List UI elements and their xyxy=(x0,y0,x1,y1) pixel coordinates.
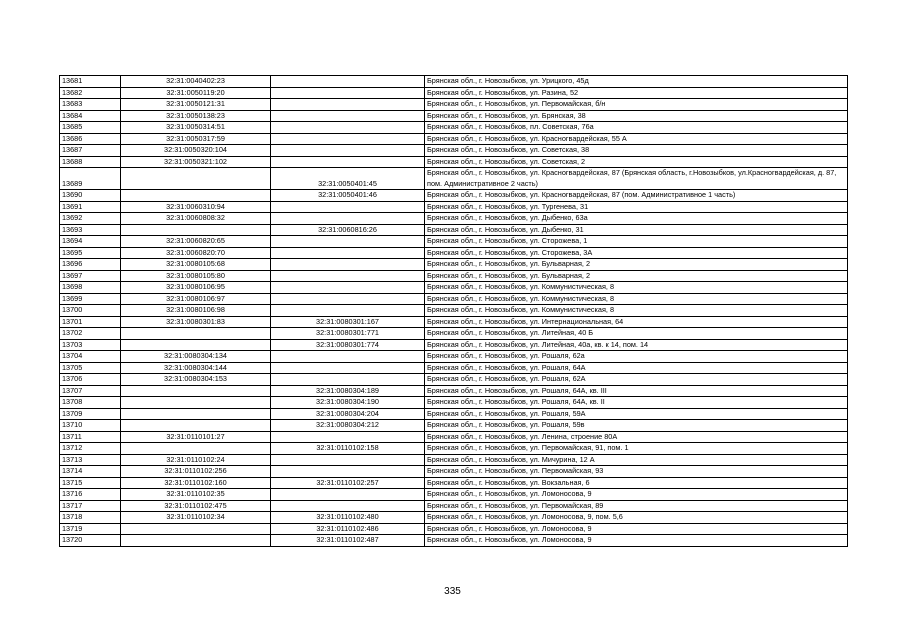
cadastral-number-cell: 32:31:0080304:134 xyxy=(121,351,271,363)
table-row xyxy=(60,305,848,317)
address-cell: Брянская обл., г. Новозыбков, ул. Мичурина, 12 А xyxy=(425,454,848,466)
row-number-cell: 13718 xyxy=(60,512,121,524)
cadastral-number-cell: 32:31:0050321:102 xyxy=(121,156,271,168)
building-cadastral-number-cell xyxy=(271,259,425,271)
building-cadastral-number-cell: 32:31:0080304:189 xyxy=(271,385,425,397)
cadastral-number-cell: 32:31:0080304:144 xyxy=(121,362,271,374)
row-number-cell: 13711 xyxy=(60,431,121,443)
row-number-cell: 13716 xyxy=(60,489,121,501)
table-row xyxy=(60,236,848,248)
building-cadastral-number-cell: 32:31:0050401:46 xyxy=(271,190,425,202)
cadastral-number-cell: 32:31:0110102:34 xyxy=(121,512,271,524)
row-number-cell: 13709 xyxy=(60,408,121,420)
table-row xyxy=(60,477,848,489)
building-cadastral-number-cell: 32:31:0110102:257 xyxy=(271,477,425,489)
table-row xyxy=(60,523,848,535)
address-cell: Брянская обл., г. Новозыбков, ул. Бульварная, 2 xyxy=(425,259,848,271)
cadastral-number-cell: 32:31:0060310:94 xyxy=(121,201,271,213)
row-number-cell: 13691 xyxy=(60,201,121,213)
table-row xyxy=(60,76,848,88)
table-row xyxy=(60,385,848,397)
address-cell: Брянская обл., г. Новозыбков, ул. Тургенева, 31 xyxy=(425,201,848,213)
building-cadastral-number-cell xyxy=(271,145,425,157)
address-cell: Брянская обл., г. Новозыбков, ул. Коммунистическая, 8 xyxy=(425,282,848,294)
table-row xyxy=(60,247,848,259)
table-row xyxy=(60,145,848,157)
table-row xyxy=(60,512,848,524)
table-row xyxy=(60,110,848,122)
table-row xyxy=(60,213,848,225)
building-cadastral-number-cell xyxy=(271,489,425,501)
table-row xyxy=(60,168,848,190)
address-cell: Брянская обл., г. Новозыбков, ул. Рошаля, 62а xyxy=(425,351,848,363)
row-number-cell: 13703 xyxy=(60,339,121,351)
table-row xyxy=(60,282,848,294)
cadastral-number-cell: 32:31:0110102:475 xyxy=(121,500,271,512)
table-row xyxy=(60,133,848,145)
row-number-cell: 13688 xyxy=(60,156,121,168)
cadastral-number-cell: 32:31:0050314:51 xyxy=(121,122,271,134)
building-cadastral-number-cell xyxy=(271,293,425,305)
building-cadastral-number-cell: 32:31:0080304:190 xyxy=(271,397,425,409)
table-row xyxy=(60,420,848,432)
registry-table xyxy=(59,75,848,547)
building-cadastral-number-cell xyxy=(271,362,425,374)
row-number-cell: 13685 xyxy=(60,122,121,134)
row-number-cell: 13714 xyxy=(60,466,121,478)
building-cadastral-number-cell xyxy=(271,305,425,317)
address-cell: Брянская обл., г. Новозыбков, ул. Первомайская, 91, пом. 1 xyxy=(425,443,848,455)
address-cell: Брянская обл., г. Новозыбков, ул. Рошаля, 64А xyxy=(425,362,848,374)
cadastral-number-cell: 32:31:0110102:160 xyxy=(121,477,271,489)
building-cadastral-number-cell xyxy=(271,431,425,443)
row-number-cell: 13686 xyxy=(60,133,121,145)
address-cell: Брянская обл., г. Новозыбков, ул. Вокзальная, 6 xyxy=(425,477,848,489)
address-cell: Брянская обл., г. Новозыбков, ул. Ломоносова, 9 xyxy=(425,489,848,501)
building-cadastral-number-cell xyxy=(271,122,425,134)
cadastral-number-cell xyxy=(121,190,271,202)
address-cell: Брянская обл., г. Новозыбков, ул. Красногвардейская, 87 (пом. Административное 1 часть) xyxy=(425,190,848,202)
table-row xyxy=(60,293,848,305)
cadastral-number-cell xyxy=(121,523,271,535)
building-cadastral-number-cell: 32:31:0050401:45 xyxy=(271,168,425,190)
address-cell: Брянская обл., г. Новозыбков, ул. Ломоносова, 9 xyxy=(425,523,848,535)
building-cadastral-number-cell xyxy=(271,454,425,466)
page-number: 335 xyxy=(444,586,461,597)
row-number-cell: 13683 xyxy=(60,99,121,111)
address-cell: Брянская обл., г. Новозыбков, ул. Красногвардейская, 87 (Брянская область, г.Новозыбков, ул.Красногвардейская, д. 87, пом. Административное 2 часть) xyxy=(425,168,848,190)
table-row xyxy=(60,535,848,547)
address-cell: Брянская обл., г. Новозыбков, ул. Коммунистическая, 8 xyxy=(425,293,848,305)
row-number-cell: 13684 xyxy=(60,110,121,122)
building-cadastral-number-cell xyxy=(271,87,425,99)
address-cell: Брянская обл., г. Новозыбков, ул. Дыбенко, 31 xyxy=(425,224,848,236)
row-number-cell: 13710 xyxy=(60,420,121,432)
table-row xyxy=(60,408,848,420)
cadastral-number-cell: 32:31:0050138:23 xyxy=(121,110,271,122)
cadastral-number-cell: 32:31:0050320:104 xyxy=(121,145,271,157)
address-cell: Брянская обл., г. Новозыбков, ул. Ломоносова, 9, пом. 5,6 xyxy=(425,512,848,524)
table-row xyxy=(60,190,848,202)
address-cell: Брянская обл., г. Новозыбков, ул. Ленина, строение 80А xyxy=(425,431,848,443)
cadastral-number-cell xyxy=(121,408,271,420)
address-cell: Брянская обл., г. Новозыбков, ул. Сторожева, 3А xyxy=(425,247,848,259)
row-number-cell: 13712 xyxy=(60,443,121,455)
cadastral-number-cell xyxy=(121,385,271,397)
table-row xyxy=(60,87,848,99)
table-row xyxy=(60,443,848,455)
address-cell: Брянская обл., г. Новозыбков, ул. Коммунистическая, 8 xyxy=(425,305,848,317)
table-row xyxy=(60,454,848,466)
table-row xyxy=(60,431,848,443)
row-number-cell: 13696 xyxy=(60,259,121,271)
cadastral-number-cell: 32:31:0110102:256 xyxy=(121,466,271,478)
registry-table-body xyxy=(60,76,848,547)
address-cell: Брянская обл., г. Новозыбков, ул. Литейная, 40а, кв. к 14, пом. 14 xyxy=(425,339,848,351)
building-cadastral-number-cell xyxy=(271,236,425,248)
cadastral-number-cell xyxy=(121,535,271,547)
address-cell: Брянская обл., г. Новозыбков, ул. Рошаля, 59А xyxy=(425,408,848,420)
table-row xyxy=(60,316,848,328)
address-cell: Брянская обл., г. Новозыбков, ул. Рошаля, 64А, кв. II xyxy=(425,397,848,409)
row-number-cell: 13717 xyxy=(60,500,121,512)
cadastral-number-cell: 32:31:0080106:95 xyxy=(121,282,271,294)
row-number-cell: 13705 xyxy=(60,362,121,374)
row-number-cell: 13702 xyxy=(60,328,121,340)
cadastral-number-cell xyxy=(121,397,271,409)
building-cadastral-number-cell xyxy=(271,156,425,168)
row-number-cell: 13687 xyxy=(60,145,121,157)
address-cell: Брянская обл., г. Новозыбков, ул. Первомайская, б/н xyxy=(425,99,848,111)
row-number-cell: 13708 xyxy=(60,397,121,409)
row-number-cell: 13701 xyxy=(60,316,121,328)
table-row xyxy=(60,397,848,409)
address-cell: Брянская обл., г. Новозыбков, ул. Ломоносова, 9 xyxy=(425,535,848,547)
row-number-cell: 13681 xyxy=(60,76,121,88)
row-number-cell: 13694 xyxy=(60,236,121,248)
row-number-cell: 13720 xyxy=(60,535,121,547)
cadastral-number-cell: 32:31:0040402:23 xyxy=(121,76,271,88)
row-number-cell: 13695 xyxy=(60,247,121,259)
address-cell: Брянская обл., г. Новозыбков, ул. Литейная, 40 Б xyxy=(425,328,848,340)
row-number-cell: 13690 xyxy=(60,190,121,202)
row-number-cell: 13682 xyxy=(60,87,121,99)
table-row xyxy=(60,362,848,374)
building-cadastral-number-cell: 32:31:0080301:167 xyxy=(271,316,425,328)
row-number-cell: 13706 xyxy=(60,374,121,386)
cadastral-number-cell: 32:31:0080301:83 xyxy=(121,316,271,328)
table-row xyxy=(60,489,848,501)
building-cadastral-number-cell: 32:31:0080301:771 xyxy=(271,328,425,340)
cadastral-number-cell: 32:31:0050317:59 xyxy=(121,133,271,145)
table-row xyxy=(60,156,848,168)
address-cell: Брянская обл., г. Новозыбков, ул. Сторожева, 1 xyxy=(425,236,848,248)
cadastral-number-cell: 32:31:0050119:20 xyxy=(121,87,271,99)
building-cadastral-number-cell: 32:31:0110102:486 xyxy=(271,523,425,535)
address-cell: Брянская обл., г. Новозыбков, ул. Дыбенко, 63а xyxy=(425,213,848,225)
cadastral-number-cell: 32:31:0060820:70 xyxy=(121,247,271,259)
cadastral-number-cell: 32:31:0080106:98 xyxy=(121,305,271,317)
table-row xyxy=(60,500,848,512)
cadastral-number-cell: 32:31:0080106:97 xyxy=(121,293,271,305)
building-cadastral-number-cell xyxy=(271,466,425,478)
table-row xyxy=(60,99,848,111)
cadastral-number-cell: 32:31:0110101:27 xyxy=(121,431,271,443)
address-cell: Брянская обл., г. Новозыбков, ул. Первомайская, 89 xyxy=(425,500,848,512)
row-number-cell: 13689 xyxy=(60,168,121,190)
building-cadastral-number-cell: 32:31:0080304:204 xyxy=(271,408,425,420)
table-row xyxy=(60,351,848,363)
building-cadastral-number-cell xyxy=(271,374,425,386)
building-cadastral-number-cell xyxy=(271,351,425,363)
building-cadastral-number-cell: 32:31:0060816:26 xyxy=(271,224,425,236)
address-cell: Брянская обл., г. Новозыбков, ул. Интернациональная, 64 xyxy=(425,316,848,328)
building-cadastral-number-cell: 32:31:0080304:212 xyxy=(271,420,425,432)
row-number-cell: 13719 xyxy=(60,523,121,535)
address-cell: Брянская обл., г. Новозыбков, ул. Разина, 52 xyxy=(425,87,848,99)
address-cell: Брянская обл., г. Новозыбков, ул. Бульварная, 2 xyxy=(425,270,848,282)
address-cell: Брянская обл., г. Новозыбков, ул. Рошаля, 59в xyxy=(425,420,848,432)
row-number-cell: 13715 xyxy=(60,477,121,489)
row-number-cell: 13707 xyxy=(60,385,121,397)
table-row xyxy=(60,259,848,271)
row-number-cell: 13692 xyxy=(60,213,121,225)
cadastral-number-cell: 32:31:0110102:24 xyxy=(121,454,271,466)
cadastral-number-cell: 32:31:0080304:153 xyxy=(121,374,271,386)
building-cadastral-number-cell xyxy=(271,99,425,111)
table-row xyxy=(60,466,848,478)
cadastral-number-cell: 32:31:0080105:68 xyxy=(121,259,271,271)
address-cell: Брянская обл., г. Новозыбков, ул. Красногвардейская, 55 А xyxy=(425,133,848,145)
building-cadastral-number-cell xyxy=(271,213,425,225)
building-cadastral-number-cell xyxy=(271,76,425,88)
building-cadastral-number-cell: 32:31:0080301:774 xyxy=(271,339,425,351)
building-cadastral-number-cell xyxy=(271,110,425,122)
cadastral-number-cell: 32:31:0080105:80 xyxy=(121,270,271,282)
building-cadastral-number-cell: 32:31:0110102:480 xyxy=(271,512,425,524)
row-number-cell: 13700 xyxy=(60,305,121,317)
table-row xyxy=(60,224,848,236)
cadastral-number-cell xyxy=(121,168,271,190)
address-cell: Брянская обл., г. Новозыбков, ул. Рошаля, 62А xyxy=(425,374,848,386)
cadastral-number-cell xyxy=(121,420,271,432)
cadastral-number-cell: 32:31:0060808:32 xyxy=(121,213,271,225)
address-cell: Брянская обл., г. Новозыбков, ул. Советская, 2 xyxy=(425,156,848,168)
row-number-cell: 13697 xyxy=(60,270,121,282)
cadastral-number-cell: 32:31:0110102:35 xyxy=(121,489,271,501)
building-cadastral-number-cell xyxy=(271,500,425,512)
table-row xyxy=(60,339,848,351)
building-cadastral-number-cell xyxy=(271,201,425,213)
building-cadastral-number-cell: 32:31:0110102:487 xyxy=(271,535,425,547)
table-row xyxy=(60,374,848,386)
address-cell: Брянская обл., г. Новозыбков, ул. Рошаля, 64А, кв. III xyxy=(425,385,848,397)
address-cell: Брянская обл., г. Новозыбков, ул. Брянская, 38 xyxy=(425,110,848,122)
row-number-cell: 13699 xyxy=(60,293,121,305)
table-row xyxy=(60,270,848,282)
cadastral-number-cell xyxy=(121,339,271,351)
address-cell: Брянская обл., г. Новозыбков, ул. Первомайская, 93 xyxy=(425,466,848,478)
cadastral-number-cell xyxy=(121,443,271,455)
table-row xyxy=(60,201,848,213)
address-cell: Брянская обл., г. Новозыбков, ул. Урицкого, 45д xyxy=(425,76,848,88)
row-number-cell: 13713 xyxy=(60,454,121,466)
cadastral-number-cell: 32:31:0050121:31 xyxy=(121,99,271,111)
building-cadastral-number-cell xyxy=(271,270,425,282)
table-row xyxy=(60,122,848,134)
table-row xyxy=(60,328,848,340)
cadastral-number-cell: 32:31:0060820:65 xyxy=(121,236,271,248)
building-cadastral-number-cell xyxy=(271,282,425,294)
row-number-cell: 13693 xyxy=(60,224,121,236)
row-number-cell: 13704 xyxy=(60,351,121,363)
cadastral-number-cell xyxy=(121,224,271,236)
building-cadastral-number-cell xyxy=(271,247,425,259)
cadastral-number-cell xyxy=(121,328,271,340)
address-cell: Брянская обл., г. Новозыбков, ул. Советская, 38 xyxy=(425,145,848,157)
building-cadastral-number-cell xyxy=(271,133,425,145)
address-cell: Брянская обл., г. Новозыбков, пл. Советская, 76а xyxy=(425,122,848,134)
building-cadastral-number-cell: 32:31:0110102:158 xyxy=(271,443,425,455)
row-number-cell: 13698 xyxy=(60,282,121,294)
